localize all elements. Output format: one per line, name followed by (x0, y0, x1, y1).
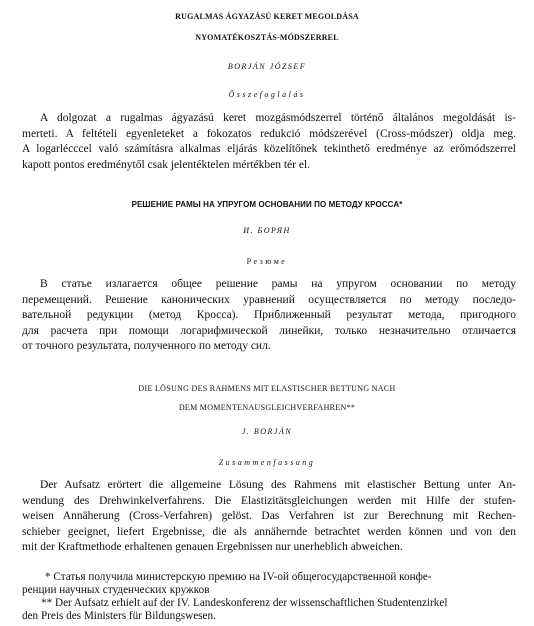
hungarian-title-line2: NYOMATÉKOSZTÁS-MÓDSZERREL (195, 33, 339, 42)
hungarian-section-heading: Összefoglalás (228, 90, 306, 99)
german-title-line2: DEM MOMENTENAUSGLEICHVERFAHREN** (178, 403, 356, 412)
russian-author: И. БОРЯН (243, 226, 291, 235)
russian-section-heading: Резюме (246, 257, 288, 266)
footnote-german-line1: ** Der Aufsatz erhielt auf der IV. Landeskonferenz der wissenschaftlichen Studentenzirkel (41, 597, 448, 609)
russian-abstract (22, 277, 516, 355)
german-abstract (22, 478, 516, 556)
russian-title: РЕШЕНИЕ РАМЫ НА УПРУГОМ ОСНОВАНИИ ПО МЕТОДУ КРОССА* (131, 200, 403, 209)
german-author: J. BORJÁN (241, 427, 293, 436)
german-abstract-line: mit der Kraftmethode erhaltenen genauen Ergebnissen nur unerheblich abweichen. (22, 541, 403, 553)
footnote-russian-line1: * Статья получила министерскую премию на IV-ой общегосударственной конфе- (45, 571, 432, 583)
german-abstract-line: Der Aufsatz erörtert die allgemeine Lösung des Rahmens mit elastischer Bettung unter An- (40, 479, 516, 491)
russian-abstract-line: перемещений. Решение канонических уравнений осуществляется по методу последо- (22, 293, 516, 306)
hungarian-abstract-line: A dolgozat a rugalmas ágyazású keret mozgásmódszerrel történő általános megoldását is- (40, 112, 516, 124)
russian-abstract-line: вательной редукции (метод Кросса). Приближенный результат метода, пригодного (22, 309, 516, 321)
russian-abstract-line: от точного результата, полученного по методу сил. (22, 340, 271, 352)
german-section-heading: Zusammenfassung (218, 458, 316, 467)
footnote-german-line2: den Preis des Ministers für Bildungswesen. (22, 610, 216, 622)
german-abstract-line: wendung des Drehwinkelverfahrens. Die Elastizitätsgleichungen werden mit Hilfe der stufen- (22, 494, 516, 507)
hungarian-abstract-line: merteti. A feltételi egyenleteket a fokozatos redukció módszerével (Cross-módszer) oldja meg. (22, 127, 516, 140)
hungarian-abstract (22, 111, 516, 173)
german-title-line1: DIE LÖSUNG DES RAHMENS MIT ELASTISCHER BETTUNG NACH (138, 384, 396, 393)
hungarian-abstract-line: kapott pontos eredménytől csak jelentéktelen mértékben tér el. (22, 158, 311, 171)
russian-abstract-line: для расчета при помощи логарифмической линейки, только незначительно отличается (22, 324, 516, 337)
russian-abstract-line: В статье излагается общее решение рамы на упругом основании по методу (40, 278, 516, 290)
hungarian-author: BORJÁN JÓZSEF (227, 62, 307, 71)
hungarian-title-line1: RUGALMAS ÁGYAZÁSÚ KERET MEGOLDÁSA (175, 12, 359, 21)
footnote-russian-line2: ренции научных студенческих кружков (22, 584, 210, 596)
hungarian-abstract-line: A logarlécccel való számításra alkalmas eljárás közelítőnek tekinthető eredménye az erőmódszerrel (22, 143, 516, 155)
german-abstract-line: weisen Annäherung (Cross-Verfahren) gelöst. Das Verfahren ist zur Berechnung mit Rechen- (22, 510, 516, 522)
german-abstract-line: schieber geeignet, liefert Ergebnisse, die als annähernde betrachtet werden können und von den (22, 525, 516, 538)
